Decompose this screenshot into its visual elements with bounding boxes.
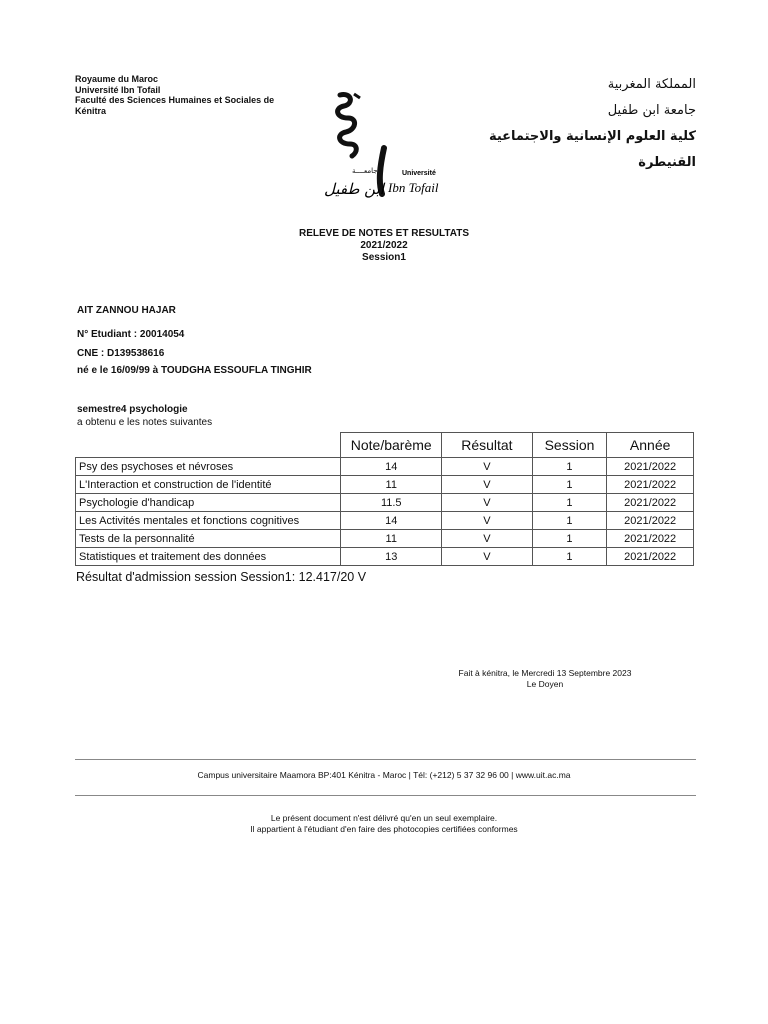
cell-note: 13: [341, 548, 442, 566]
header-ar-university: جامعة ابن طفيل: [607, 103, 696, 118]
title-line: RELEVE DE NOTES ET RESULTATS: [298, 228, 469, 239]
cell-year: 2021/2022: [607, 530, 694, 548]
footer-divider-top: [75, 759, 696, 760]
cell-year: 2021/2022: [607, 494, 694, 512]
logo-text-fr-small: Université: [402, 170, 436, 177]
header-session: Session: [532, 433, 607, 458]
cell-note: 11: [341, 476, 442, 494]
cell-module: Psy des psychoses et névroses: [76, 458, 341, 476]
semester-label: semestre4 psychologie: [77, 404, 188, 415]
header-fr-kingdom: Royaume du Maroc: [75, 74, 159, 84]
header-fr: [75, 74, 290, 116]
table-row: [76, 476, 694, 494]
footer-divider-bottom: [75, 795, 696, 796]
header-ar: [489, 72, 696, 176]
footer-notice: [0, 813, 768, 835]
semester-subtitle: a obtenu e les notes suivantes: [77, 417, 213, 428]
header-ar-faculty: كلية العلوم الإنسانية والاجتماعية: [488, 129, 696, 144]
table-row: [76, 458, 694, 476]
notice-line-1: Le présent document n'est délivré qu'en un seul exemplaire.: [270, 813, 498, 823]
cell-result: V: [442, 530, 533, 548]
table-header-blank: [76, 433, 341, 458]
header-fr-faculty: Faculté des Sciences Humaines et Sociales de Kénitra: [75, 95, 275, 116]
header-year: Année: [607, 433, 694, 458]
admission-result: Résultat d'admission session Session1: 12.417/20 V: [76, 570, 367, 584]
cell-note: 11.5: [341, 494, 442, 512]
table-row: [76, 494, 694, 512]
cell-note: 14: [341, 458, 442, 476]
cell-year: 2021/2022: [607, 476, 694, 494]
header-ar-city: القنيطرة: [638, 155, 696, 170]
university-logo: [318, 90, 448, 202]
cell-module: L'Interaction et construction de l'identité: [76, 476, 341, 494]
notice-line-2: Il appartient à l'étudiant d'en faire des photocopies certifiées conformes: [250, 824, 518, 834]
grades-table: [75, 432, 694, 566]
document-title: [0, 228, 768, 264]
logo-text-ar-small: جامعــــة: [352, 167, 378, 175]
cell-result: V: [442, 548, 533, 566]
table-row: [76, 512, 694, 530]
student-name: AIT ZANNOU HAJAR: [77, 305, 176, 316]
logo-text-fr-big: Ibn Tofail: [388, 180, 439, 195]
cell-session: 1: [532, 530, 607, 548]
cell-result: V: [442, 512, 533, 530]
cell-session: 1: [532, 548, 607, 566]
cell-module: Les Activités mentales et fonctions cognitives: [76, 512, 341, 530]
student-birth: né e le 16/09/99 à TOUDGHA ESSOUFLA TINGHIR: [77, 365, 312, 376]
table-row: [76, 530, 694, 548]
dean-label: Le Doyen: [526, 679, 564, 689]
cell-year: 2021/2022: [607, 512, 694, 530]
campus-address: Campus universitaire Maamora BP:401 Kénitra - Maroc | Tél: (+212) 5 37 32 96 00 | www.uit.ac.ma: [197, 770, 571, 780]
cell-session: 1: [532, 476, 607, 494]
cell-note: 11: [341, 530, 442, 548]
cell-year: 2021/2022: [607, 548, 694, 566]
logo-text-ar-big: ابن طفيل: [324, 180, 384, 198]
cell-result: V: [442, 458, 533, 476]
cell-session: 1: [532, 494, 607, 512]
place-date: Fait à kénitra, le Mercredi 13 Septembre 2023: [458, 668, 632, 678]
cell-result: V: [442, 476, 533, 494]
semester-block: [77, 403, 212, 429]
student-number: N° Etudiant : 20014054: [77, 329, 185, 340]
cell-session: 1: [532, 458, 607, 476]
cell-year: 2021/2022: [607, 458, 694, 476]
cell-module: Psychologie d'handicap: [76, 494, 341, 512]
student-cne: CNE : D139538616: [77, 348, 165, 359]
title-year: 2021/2022: [360, 240, 408, 251]
table-header-row: [76, 433, 694, 458]
cell-module: Tests de la personnalité: [76, 530, 341, 548]
header-note: Note/barème: [341, 433, 442, 458]
cell-note: 14: [341, 512, 442, 530]
signature-block: [430, 668, 660, 690]
table-row: [76, 548, 694, 566]
header-result: Résultat: [442, 433, 533, 458]
header-ar-kingdom: المملكة المغربية: [607, 77, 696, 92]
header-fr-university: Université Ibn Tofail: [75, 84, 161, 95]
cell-module: Statistiques et traitement des données: [76, 548, 341, 566]
cell-result: V: [442, 494, 533, 512]
cell-session: 1: [532, 512, 607, 530]
title-session: Session1: [362, 252, 406, 263]
